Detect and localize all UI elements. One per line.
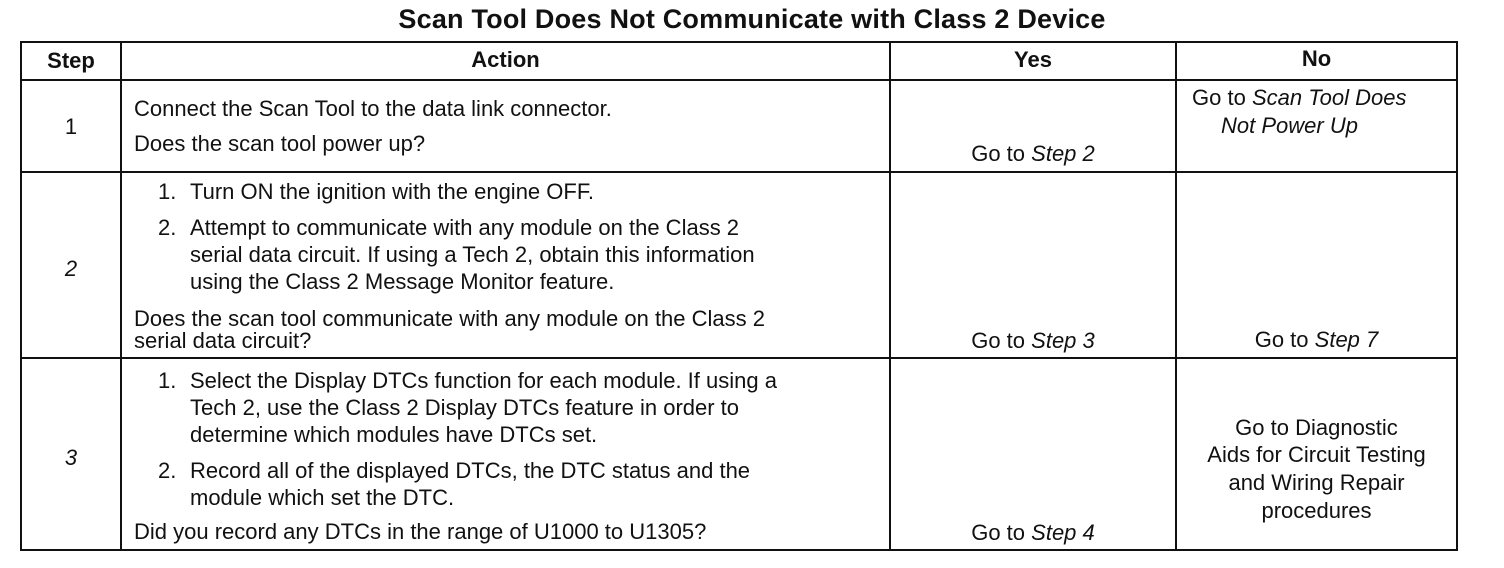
- no-cell-line1: [1192, 84, 1406, 111]
- row-divider-1: [20, 171, 1458, 173]
- yes-prefix: Go to: [971, 520, 1026, 545]
- step-number-text: 2: [64, 256, 78, 281]
- list-item-text: determine which modules have DTCs set.: [190, 422, 598, 447]
- table-border-right: [1456, 41, 1458, 551]
- header-divider: [20, 79, 1458, 81]
- no-cell: [1177, 326, 1456, 353]
- no-prefix: Go to: [1192, 85, 1246, 110]
- yes-prefix: Go to: [971, 141, 1026, 166]
- list-item-text: serial data circuit. If using a Tech 2, obtain this information: [190, 242, 755, 267]
- no-cell-line: and Wiring Repair: [1228, 470, 1405, 495]
- table-border-top: [20, 41, 1458, 43]
- yes-cell: [891, 519, 1175, 546]
- col-divider-action: [889, 41, 891, 551]
- yes-link: Step 4: [1031, 520, 1095, 545]
- list-item-text: Turn ON the ignition with the engine OFF.: [190, 179, 594, 204]
- action-question: serial data circuit?: [134, 328, 312, 353]
- yes-cell: [891, 140, 1175, 167]
- action-question: Did you record any DTCs in the range of U1000 to U1305?: [134, 519, 707, 544]
- no-cell-line: Aids for Circuit Testing: [1207, 442, 1426, 467]
- yes-link: Step 3: [1031, 328, 1095, 353]
- list-item-text: using the Class 2 Message Monitor feature.: [190, 269, 615, 294]
- step-number: 1: [64, 114, 78, 139]
- list-item-text: Record all of the displayed DTCs, the DTC status and the: [190, 458, 751, 483]
- step-number: [22, 444, 120, 471]
- list-item-text: Tech 2, use the Class 2 Display DTCs feature in order to: [190, 395, 740, 420]
- header-yes: Yes: [1014, 47, 1052, 72]
- list-number: 2.: [158, 458, 177, 483]
- no-link-part1: Scan Tool Does: [1251, 85, 1407, 110]
- step-number: [22, 255, 120, 282]
- list-item-text: Select the Display DTCs function for each module. If using a: [190, 368, 777, 393]
- list-item-text: module which set the DTC.: [190, 485, 455, 510]
- list-number: 1.: [158, 179, 177, 204]
- header-no: No: [1301, 46, 1332, 71]
- no-cell-line: procedures: [1261, 498, 1372, 523]
- document-title: Scan Tool Does Not Communicate with Class 2 Device: [398, 4, 1106, 34]
- list-number: 1.: [158, 368, 177, 393]
- header-action: Action: [471, 47, 540, 72]
- list-item-text: Attempt to communicate with any module on the Class 2: [190, 215, 740, 240]
- action-question: Does the scan tool communicate with any module on the Class 2: [134, 306, 765, 331]
- step-number-text: 3: [64, 445, 78, 470]
- no-cell-line2: [1221, 112, 1358, 139]
- no-link: Step 7: [1314, 327, 1379, 352]
- action-text: Connect the Scan Tool to the data link connector.: [134, 96, 612, 121]
- row-divider-2: [20, 357, 1458, 359]
- action-question: Does the scan tool power up?: [134, 131, 426, 156]
- yes-link: Step 2: [1031, 141, 1095, 166]
- no-prefix: Go to: [1254, 327, 1309, 352]
- list-number: 2.: [158, 215, 177, 240]
- yes-prefix: Go to: [971, 328, 1026, 353]
- col-divider-step: [120, 41, 122, 551]
- no-cell-line: Go to Diagnostic: [1235, 415, 1398, 440]
- table-border-bottom: [20, 549, 1458, 551]
- header-step: Step: [47, 48, 95, 73]
- yes-cell: [891, 327, 1175, 354]
- no-link-part2: Not Power Up: [1221, 113, 1358, 138]
